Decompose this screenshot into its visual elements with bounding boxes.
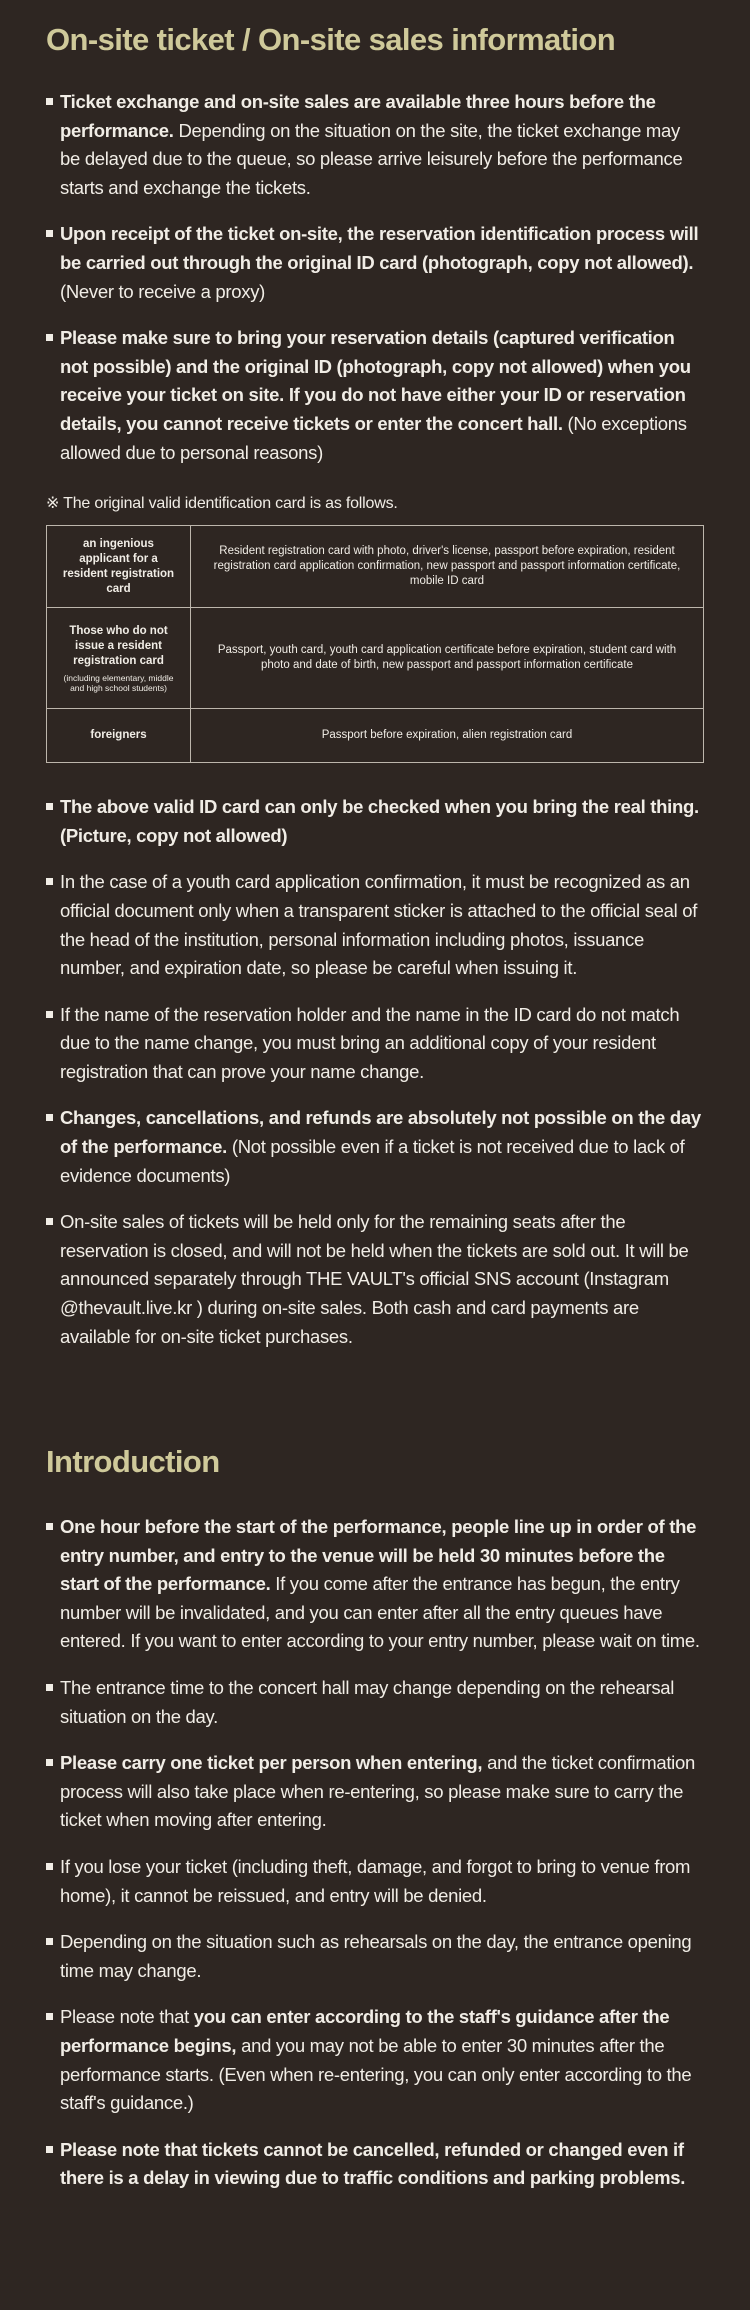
list-item-bold: Upon receipt of the ticket on-site, the reservation identification process will be carried out through the original ID card (photograph, copy not allowed). [60,223,699,273]
onsite-section-title: On-site ticket / On-site sales information [46,22,616,57]
list-item-bold: One hour before the start of the performance, people line up in order of the entry number, and entry to the venue will be held 30 minutes before the start of the performance. [60,1516,697,1595]
list-item-text: On-site sales of tickets will be held only for the remaining seats after the reservation is closed, and will not be held when the tickets are sold out. It will be announced separately through THE VAULT's official SNS account (Instagram @thevault.live.kr ) during on-site sales. Both cash and card payments are available for on-site ticket purchases. [60,1211,689,1347]
list-item-bold: Changes, cancellations, and refunds are absolutely not possible on the day of the performance. [60,1107,701,1158]
list-item-bold: Ticket exchange and on-site sales are available three hours before the performance. [60,91,656,141]
table-category-cell [47,526,191,608]
list-item-text: (Never to receive a proxy) [60,280,266,302]
list-item-text: (Not possible even if a ticket is not received due to lack of evidence documents) [60,1136,685,1186]
list-item-bold: Please note that tickets cannot be cancelled, refunded or changed even if there is a delay in viewing due to traffic conditions and parking problems. [60,2138,686,2189]
list-item-text: Depending on the situation on the site, the ticket exchange may be delayed due to the queue, so please arrive leisurely before the performance starts and exchange the tickets. [60,119,683,198]
id-note: ※ The original valid identification card is as follows. [46,495,398,513]
table-category-note: (including elementary, middle and high school students) [63,672,174,693]
list-item-bold: The above valid ID card can only be checked when you bring the real thing. (Picture, copy not allowed) [60,796,699,846]
list-item-text: If the name of the reservation holder and the name in the ID card do not match due to the name change, you must bring an additional copy of your resident registration that can prove your name change. [60,1003,680,1082]
list-item-bold: Please make sure to bring your reservation details (captured verification not possible) and the original ID (photograph, copy not allowed) when you receive your ticket on site. If you do not have either your ID or reservation details, you cannot receive tickets or enter the concert hall. [60,327,691,434]
table-category-cell [47,709,191,763]
list-item-text: If you come after the entrance has begun, the entry number will be invalidated, and you can enter after all the entry queues have entered. If you want to enter according to your entry number, please wait on time. [60,1573,700,1652]
list-item-bold: you can enter according to the staff's guidance after the performance begins, [60,2006,670,2056]
introduction-list [46,1513,704,2193]
list-item-text: (No exceptions allowed due to personal reasons) [60,412,687,463]
table-documents-cell: Passport, youth card, youth card application certificate before expiration, student card with photo and date of birth, new passport and passport information certificate [191,608,704,709]
list-item [46,88,704,202]
list-item-bold: Please carry one ticket per person when entering, [60,1752,483,1774]
table-category: Those who do not issue a resident registration card [69,624,168,667]
list-item-pre: Please note that [60,2006,194,2028]
list-item [46,793,704,850]
list-item [46,1674,704,1731]
list-item [46,868,704,982]
table-row [47,526,704,608]
introduction-section-title: Introduction [46,1444,220,1479]
id-card-table [46,525,704,763]
table-category-cell [47,608,191,709]
table-documents-cell: Resident registration card with photo, driver's license, passport before expiration, resident registration card application confirmation, new passport and passport information certificate, mobile ID card [191,526,704,608]
table-row [47,709,704,763]
list-item [46,220,704,306]
list-item-text: The entrance time to the concert hall may change depending on the rehearsal situation on the day. [60,1676,675,1727]
list-item [46,1853,704,1910]
table-documents-cell: Passport before expiration, alien registration card [191,709,704,763]
list-item [46,1001,704,1087]
list-item [46,1928,704,1985]
list-item-text: and you may not be able to enter 30 minutes after the performance starts. (Even when re-entering, you can only enter according to the staff's guidance.) [60,2034,692,2114]
list-item-text: Depending on the situation such as rehearsals on the day, the entrance opening time may change. [60,1931,692,1981]
list-item [46,1513,704,1656]
list-item-text: and the ticket confirmation process will also take place when re-entering, so please make sure to carry the ticket when moving after entering. [60,1752,695,1831]
table-category: an ingenious applicant for a resident registration card [62,537,175,595]
table-category: foreigners [90,729,147,742]
list-item [46,2136,704,2193]
list-item-text: If you lose your ticket (including theft, damage, and forgot to bring to venue from home), it cannot be reissued, and entry will be denied. [60,1855,691,1906]
list-item [46,1208,704,1351]
list-item [46,2003,704,2117]
table-row [47,608,704,709]
list-item [46,1104,704,1190]
id-rules-list [46,793,704,1351]
list-item-text: In the case of a youth card application confirmation, it must be recognized as an official document only when a transparent sticker is attached to the official seal of the head of the institution, personal information including photos, issuance number, and expiration date, so please be careful when issuing it. [60,871,698,979]
onsite-info-list [46,88,704,467]
list-item [46,324,704,467]
list-item [46,1749,704,1835]
